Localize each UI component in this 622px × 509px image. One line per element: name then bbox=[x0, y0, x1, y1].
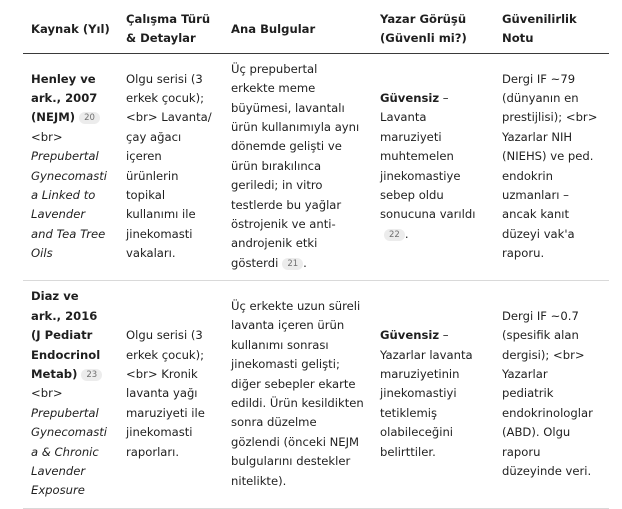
source-title: Prepubertal Gynecomastia Linked to Lavender and Tea Tree Oils bbox=[31, 149, 107, 261]
cell-study: Olgu serisi (3 erkek çocuk); <br> Kronik lavanta yağı maruziyeti ile jinekomasti raporları. bbox=[118, 281, 223, 508]
verdict-label: Güvensiz bbox=[380, 90, 440, 105]
cell-study: Olgu serisi (3 erkek çocuk); <br> Lavanta/ çay ağacı içeren ürünlerin topikal kullanımı ile jinekomasti vakaları. bbox=[118, 53, 223, 280]
source-name: Diaz ve ark., 2016 (J Pediatr Endocrinol Metab) bbox=[31, 289, 101, 381]
evidence-table bbox=[23, 0, 609, 509]
citation-badge[interactable]: 21 bbox=[282, 258, 303, 270]
cell-source bbox=[23, 281, 118, 508]
verdict-end: . bbox=[404, 226, 409, 241]
cell-findings bbox=[223, 53, 372, 280]
header-author-view: Yazar Görüşü (Güvenli mi?) bbox=[372, 0, 494, 53]
source-title: Prepubertal Gynecomastia & Chronic Lavender Exposure bbox=[31, 405, 107, 498]
verdict-label: Güvensiz bbox=[380, 328, 440, 343]
findings-end: . bbox=[303, 255, 307, 270]
header-findings: Ana Bulgular bbox=[223, 0, 372, 53]
table-row bbox=[23, 53, 609, 280]
verdict-text: – Yazarlar lavanta maruziyetinin jinekomastiyi tetiklemiş olabileceğini belirttiler. bbox=[380, 328, 473, 459]
header-source: Kaynak (Yıl) bbox=[23, 0, 118, 53]
cell-author-view bbox=[372, 53, 494, 280]
verdict-text: – Lavanta maruziyeti muhtemelen jinekomastiye sebep oldu sonucuna varıldı bbox=[380, 90, 476, 222]
table-body bbox=[23, 53, 609, 508]
table-row bbox=[23, 281, 609, 508]
table-header bbox=[23, 0, 609, 53]
citation-badge[interactable]: 20 bbox=[79, 112, 100, 124]
citation-badge[interactable]: 22 bbox=[384, 229, 405, 241]
cell-reliability: Dergi IF ~79 (dünyanın en prestijlisi); <br> Yazarlar NIH (NIEHS) ve ped. endokrin uzmanları – ancak kanıt düzeyi vak'a raporu. bbox=[494, 53, 609, 280]
cell-author-view bbox=[372, 281, 494, 508]
cell-source bbox=[23, 53, 118, 280]
citation-badge[interactable]: 23 bbox=[81, 369, 102, 381]
cell-findings: Üç erkekte uzun süreli lavanta içeren ürün kullanımı sonrası jinekomasti gelişti; diğer sebepler ekarte edildi. Ürün kesildikten sonra düzelme gözlendi (önceki NEJM bulgularını destekler nitelikte). bbox=[223, 281, 372, 508]
cell-reliability: Dergi IF ~0.7 (spesifik alan dergisi); <br> Yazarlar pediatrik endokrinologlar (ABD). Olgu raporu düzeyinde veri. bbox=[494, 281, 609, 508]
header-row bbox=[23, 0, 609, 53]
header-study: Çalışma Türü & Detaylar bbox=[118, 0, 223, 53]
source-br: <br> bbox=[31, 386, 63, 401]
findings-text: Üç prepubertal erkekte meme büyümesi, lavantalı ürün kullanımıyla aynı dönemde gelişti ve ürün bırakılınca geriledi; in vitro testlerde bu yağlar östrojenik ve anti-androjenik etki gösterdi bbox=[231, 61, 360, 270]
source-br: <br> bbox=[31, 129, 63, 144]
header-reliability: Güvenilirlik Notu bbox=[494, 0, 609, 53]
source-name: Henley ve ark., 2007 (NEJM) bbox=[31, 71, 98, 125]
